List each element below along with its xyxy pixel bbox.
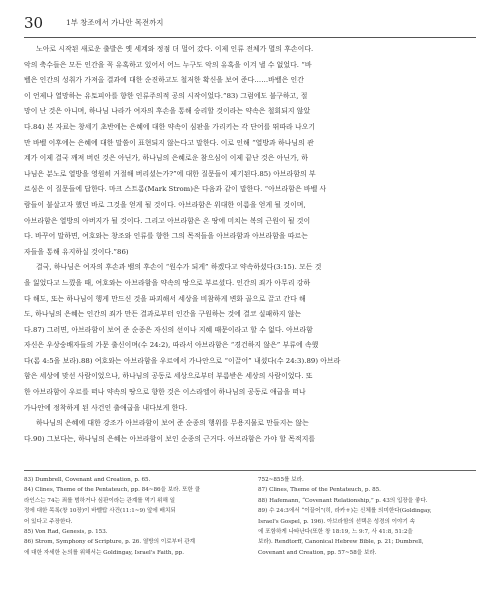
body-line: 다.84) 본 자료는 창세기 초반에는 은혜에 대한 약속이 심판을 가리키는 각 단어를 뛰따라 나오기 <box>24 122 316 131</box>
footnote-line: 86) Strom, Symphony of Scripture, p. 26. 열방의 이로부터 관계 <box>24 539 196 546</box>
body-line: 한 아브라함이 우르를 떠나 약속의 땅으로 향한 것은 이스라엘이 하나님의 공동로 애굽을 떠나 <box>24 388 306 397</box>
footnote-line: 83) Dumbrell, Covenant and Creation, p. 65. <box>24 477 151 483</box>
footnote-line: 89) 수 24:3에서 “이끌어”(히, 라카ㅎ)는 신체를 의미한다(Goldingay, <box>258 508 432 515</box>
footnote-line: 라인스는 74는 죄를 범하거나 심판이라는 관계를 먹기 위해 일 <box>24 497 176 504</box>
body-line: 나님은 분노로 열방을 영원히 거절해 버리셨는가?”에 대한 질문들이 제기된다.85) 아브라함의 부 <box>24 169 316 178</box>
footnote-line: 보라). Rendtorff, Canonical Hebrew Bible, p. 21; Dumbrell, <box>258 539 424 546</box>
body-line: 이 언제나 열망하는 유토피아를 향한 인류주의적 공의 시작이었다.”83) 그럼에도 불구하고, 절 <box>24 91 308 100</box>
body-line: 르심은 이 질문들에 답한다. 마크 스트롬(Mark Strom)은 다음과 같이 말한다. “아브라함은 바벨 사 <box>24 185 327 194</box>
body-line: 계가 이제 결국 깨져 버린 것은 아닌가, 하나님의 은혜로운 참으심이 이제 끝난 것은 아닌가, 하 <box>24 154 308 163</box>
footnote-line: 정에 대한 목록(창 10장)이 바벨탑 사건(11:1~9) 앞에 배치되 <box>24 508 176 515</box>
footnote-line: 752~855를 보라. <box>258 477 304 483</box>
page-number: 30 <box>24 14 44 32</box>
body-line: 아브라함은 열방의 아버지가 될 것이다. 그리고 아브라함은 온 땅에 미치는 복의 근원이 될 것이 <box>24 216 311 225</box>
body-line: 다.87) 그러면, 아브라함이 보여 준 순종은 자신의 선이나 지혜 때문이라고 할 수 없다. 아브라함 <box>24 325 313 334</box>
body-line: 다(롬 4:5을 보라).88) 여호와는 아브라함을 우르에서 가나안으로 “이끌어” 내셨다(수 24:3).89) 아브라 <box>24 356 341 365</box>
running-head: 1부 창조에서 가나안 목전까지 <box>66 18 164 27</box>
body-line: 결국, 하나님은 여자의 후손과 뱀의 후손이 “원수가 되게” 하겠다고 약속하셨다(3:15). 모든 것 <box>36 263 322 272</box>
body-line: 가나안에 정착하게 된 사건인 출애굽을 내다보게 한다. <box>24 403 188 412</box>
body-line: 망이 난 것은 아니며, 하나님 나라가 여자의 후손을 통해 승리할 것이라는 약속은 철회되지 않았 <box>24 107 311 116</box>
body-line: 악의 축수들은 모든 인간을 꼭 유혹하고 있어서 어느 누구도 악의 유혹을 이겨 낼 수 없었다. “바 <box>24 60 312 69</box>
body-line: 다 해도, 또는 하나님이 행게 만드신 것을 파괴해서 세상을 비참하게 변화 골으로 끌고 간다 해 <box>24 294 306 303</box>
footnotes-left-column <box>24 475 242 558</box>
body-line: 함은 세상에 맞선 사람이었으나, 하나님의 공동로 세상으로부터 부름받은 세상의 사람이었다. 또 <box>24 372 313 381</box>
body-line: 을 잃었다고 느꼈을 때, 여호와는 아브라함을 약속의 땅으로 부르셨다. 인간의 죄가 아무리 강하 <box>24 278 311 287</box>
footnote-line: 87) Clines, Theme of the Pentateuch, p. 85. <box>258 487 381 494</box>
body-line: 노아로 시작된 새로운 출발은 옛 세계와 정점 더 멀어 갔다. 이제 인류 전체가 멸의 후손이다. <box>36 45 314 53</box>
body-line: 다.90) 그보다는, 하나님의 은혜는 아브라함이 보인 순종의 근거다. 아브라함은 가야 할 목적지를 <box>24 434 316 443</box>
footnote-line: 어 있다고 주장한다. <box>24 518 73 525</box>
body-line: 람들이 불살고자 했던 바로 그것을 얻게 될 것이다. 아브라함은 위대한 이름을 얻게 될 것이며, <box>24 200 306 209</box>
body-line: 도, 하나님의 은혜는 인간의 죄가 만든 결과로부터 인간을 구원하는 것에 결코 실패하지 않는 <box>24 310 302 319</box>
header-rule <box>24 37 476 38</box>
footnote-line: 88) Hafemann, “Covenant Relationship,” p. 43의 입장을 좋다. <box>258 497 428 504</box>
body-line: 다. 바꾸어 말하면, 여호와는 창조와 인류를 향한 그의 목적들을 아브라함과 아브라함을 따르는 <box>24 232 308 241</box>
body-line: 자신은 우상숭배자들의 가문 출신이며(수 24:2), 따라서 아브라함은 “경건하지 않은” 부류에 속했 <box>24 341 319 350</box>
footnote-line: 85) Von Rad, Genesis, p. 153. <box>24 528 108 535</box>
body-text <box>24 42 476 447</box>
body-line: 벨은 인간의 성취가 가져올 결과에 대한 순진하고도 철저한 확신을 보여 준다……바벨은 인간 <box>24 76 304 85</box>
footnote-line: 84) Clines, Theme of the Pentateuch, pp. 84~86을 보라. 또한 클 <box>24 487 201 494</box>
footnote-line: Israel's Gospel, p. 196). 아브라함의 선택은 성경의 이야기 속 <box>258 518 416 525</box>
body-line: 만 바벨 이후에는 은혜에 대한 말씀이 표현되지 않는다고 말한다. 이로 인해 “열방과 하나님의 관 <box>24 138 314 147</box>
footnote-line: 에 대한 자세한 논의를 위해서는 Goldingay, Israel's Faith, pp. <box>24 549 184 556</box>
footnotes-right-column <box>258 475 476 558</box>
footnote-line: 에 포함하게 나타난다(또한 창 18:19, 느 9:7, 사 41:8, 51:2을 <box>258 528 413 535</box>
footnote-rule <box>24 470 476 471</box>
body-line: 자들을 통해 유지하실 것이다.”86) <box>24 247 129 256</box>
page-header <box>24 14 476 34</box>
body-line: 하나님의 은혜에 대한 강조가 아브라함이 보여 준 순종의 행위를 무용지물로 만들지는 않는 <box>36 419 309 428</box>
footnote-line: Covenant and Creation, pp. 57~58을 보라. <box>258 549 377 556</box>
